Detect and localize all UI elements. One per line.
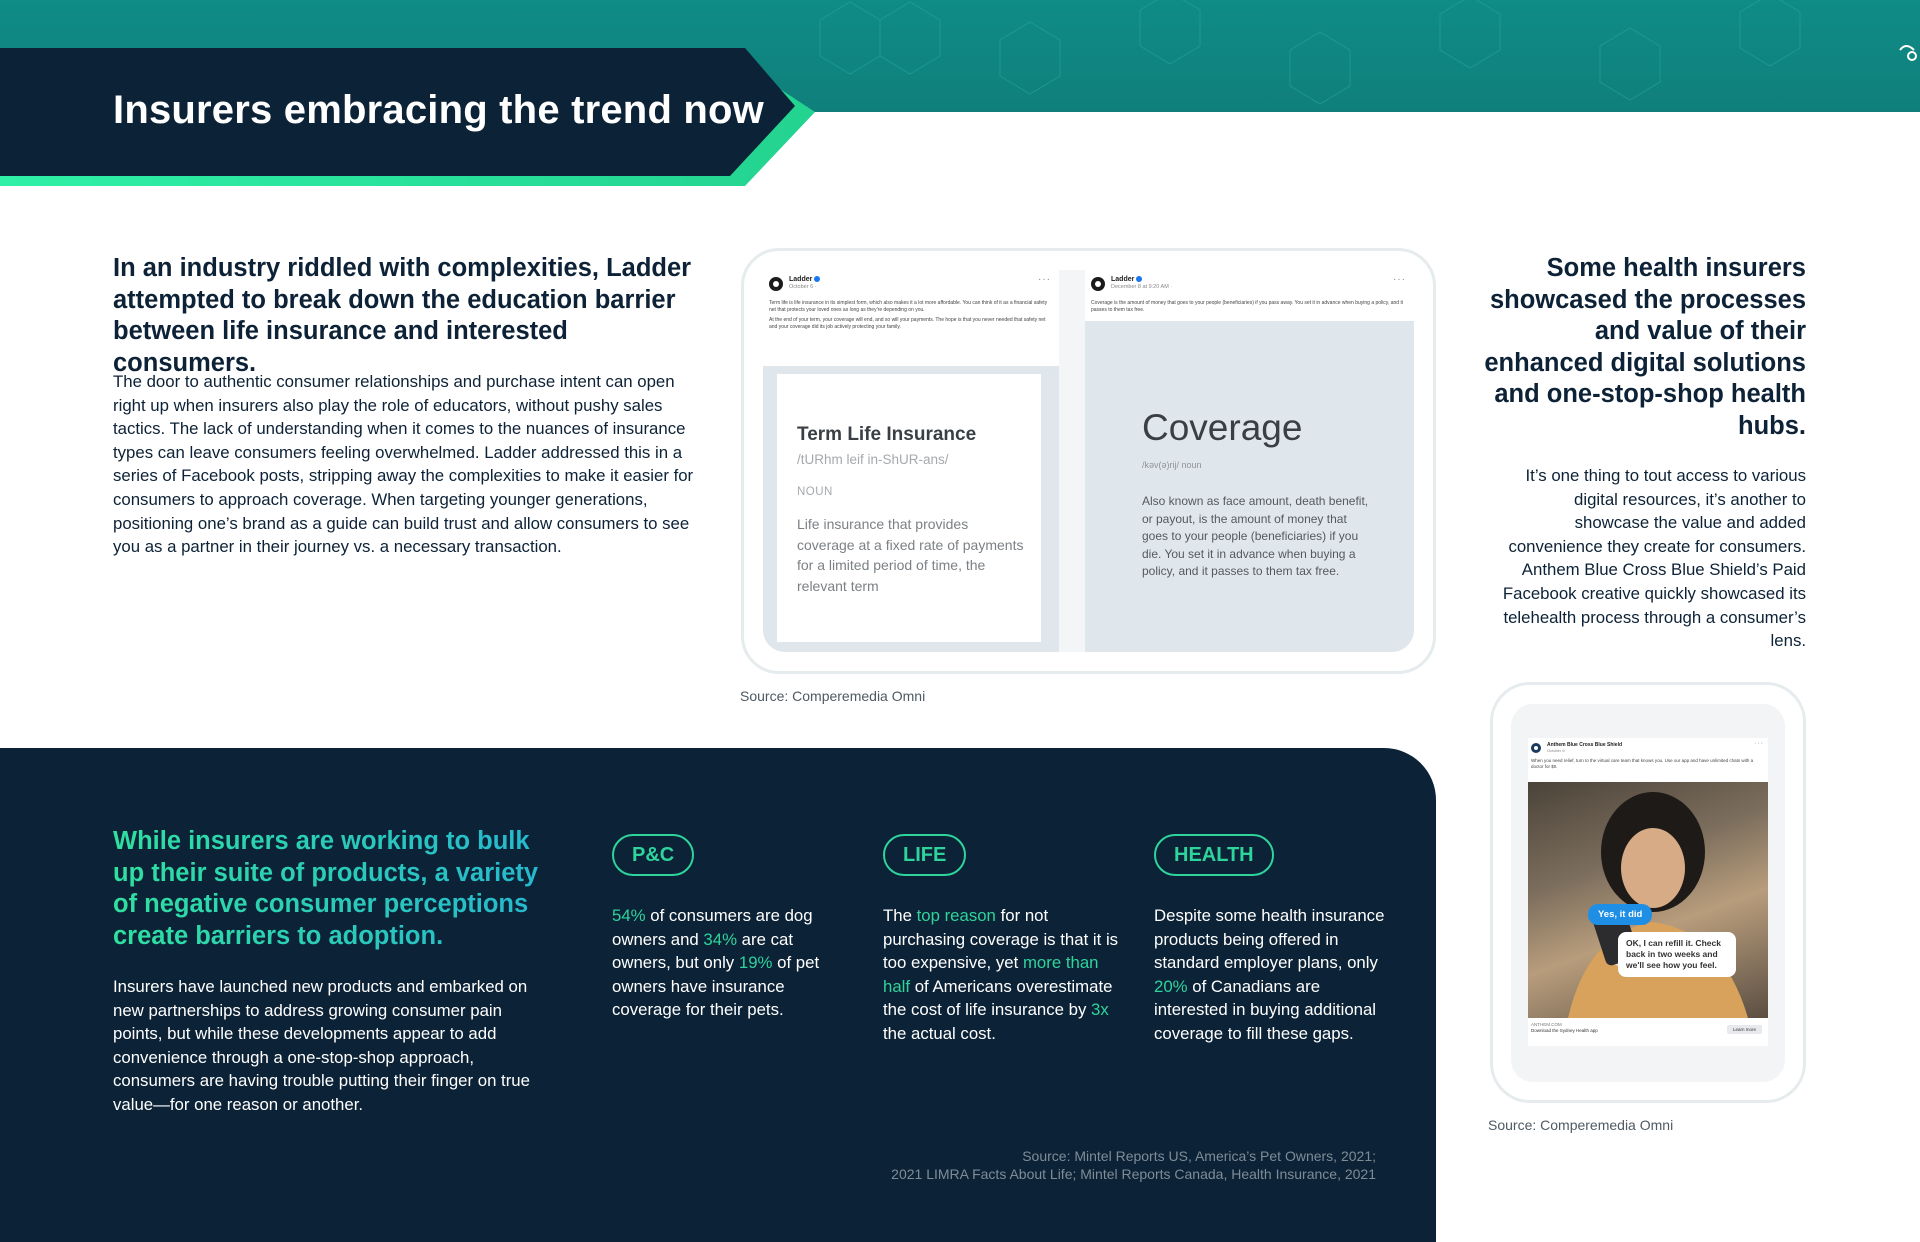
right-heading: Some health insurers showcased the processes and value of their enhanced digital solutions and one-stop-shop health hubs. (1484, 254, 1806, 440)
term-definition-card (777, 374, 1041, 642)
verified-badge-icon (814, 276, 820, 282)
post-footer: ANTHEM.COM Download the Sydney Health app (1531, 1022, 1598, 1033)
learn-more-button: Learn more (1727, 1025, 1762, 1034)
coverage-definition: Also known as face amount, death benefit, or payout, is the amount of money that goes to your people (beneficiaries) if you die. You set it in advance when buying a policy, and it passes to them tax free. (1142, 494, 1369, 578)
perceptions-heading: While insurers are working to bulk up their suite of products, a variety of negative consumer perceptions create barriers to adoption. (113, 826, 553, 952)
right-body: It’s one thing to tout access to various digital resources, it’s another to showcase the value and added convenience they create for consumers. Anthem Blue Cross Blue Shield’s Paid Facebook creative quickly showcased its telehealth process through a consumer’s lens. (1502, 466, 1806, 651)
post-header (1531, 742, 1622, 753)
page-title: Insurers embracing the trend now (113, 88, 764, 132)
ladder-posts-screenshot (763, 270, 1414, 652)
more-options-icon: ··· (1754, 740, 1764, 747)
coverage-definition-card (1085, 321, 1414, 652)
ladder-avatar-icon (1091, 277, 1105, 291)
pc-stat-text: 54% of consumers are dog owners and 34% are cat owners, but only 19% of pet owners have insurance coverage for their pets. (612, 906, 820, 1020)
intro-heading: In an industry riddled with complexities, Ladder attempted to break down the education barrier between life insurance and interested consumers. (113, 254, 692, 377)
post-caption: Coverage is the amount of money that goes to your people (beneficiaries) if you pass away. You set it in advance when buying a policy, and it passes to them tax free. (1091, 300, 1403, 313)
life-stat-text: The top reason for not purchasing coverage is that it is too expensive, yet more than half of Americans overestimate the cost of life insurance by 3x the actual cost. (883, 906, 1119, 1043)
post-date: December 8 at 9:20 AM · (1111, 284, 1173, 290)
post-caption: Term life is life insurance in its simplest form, which also makes it a lot more affordable. You can think of it as a financial safety net that protects your loved ones as long as they’re depending on you. At the end of your term, your coverage will end, and so will your payments. The hope is that you never needed that safety net and your coverage did its job actively protecting your family. (769, 300, 1048, 330)
post-author: Ladder (1111, 276, 1172, 284)
health-label-badge: HEALTH (1154, 834, 1274, 876)
ladder-avatar-icon (769, 277, 783, 291)
post-author: Anthem Blue Cross Blue Shield (1547, 742, 1623, 748)
post-meta (789, 276, 820, 291)
term-part-of-speech: NOUN (797, 486, 833, 498)
post-header (769, 276, 820, 291)
chat-bubble-reply: Yes, it did (1588, 904, 1652, 925)
post-meta (1547, 742, 1622, 753)
brand-logo-icon (1892, 44, 1920, 64)
perceptions-body: Insurers have launched new products and embarked on new partnerships to address growing consumer pain points, but while these developments appear to add convenience through a one-stop-shop approach, consumers are having trouble putting their finger on true value—for one reason or another. (113, 977, 530, 1114)
health-stat-text: Despite some health insurance products being offered in standard employer plans, only 20% of Canadians are interested in buying additional coverage to fill these gaps. (1154, 906, 1385, 1043)
post-date: October 6 · (789, 284, 817, 290)
verified-badge-icon (1136, 276, 1142, 282)
chat-bubble-doctor: OK, I can refill it. Check back in two weeks and we'll see how you feel. (1618, 932, 1736, 977)
life-label-badge: LIFE (883, 834, 966, 876)
facebook-post-anthem (1528, 738, 1768, 1046)
stats-source-note: Source: Mintel Reports US, America’s Pet Owners, 2021; 2021 LIMRA Facts About Life; Mintel Reports Canada, Health Insurance, 2021 (891, 1148, 1376, 1182)
coverage-pronunciation: /kəv(ə)rij/ noun (1142, 460, 1202, 470)
intro-body: The door to authentic consumer relationships and purchase intent can open right up when insurers also play the role of educators, without pushy sales tactics. The lack of understanding when it comes to the nuances of insurance types can leave consumers feeling overwhelmed. Ladder addressed this in a series of Facebook posts, stripping away the complexities to make it easier for consumers to approach coverage. When targeting younger generations, positioning one’s brand as a guide can build trust and allow consumers to see you as a partner in their journey vs. a necessary transaction. (113, 372, 694, 557)
term-pronunciation: /tURhm leif in-ShUR-ans/ (797, 452, 949, 467)
term-definition: Life insurance that provides coverage at a fixed rate of payments for a limited period of time, the relevant term (797, 516, 1024, 594)
coverage-title: Coverage (1142, 407, 1303, 448)
facebook-post-term-life (763, 270, 1059, 652)
anthem-source-note: Source: Comperemedia Omni (1488, 1117, 1674, 1133)
more-options-icon: ··· (1038, 274, 1051, 285)
anthem-avatar-icon (1531, 743, 1541, 753)
facebook-post-coverage (1085, 270, 1414, 652)
post-date: October 6 · (1547, 748, 1568, 753)
telehealth-photo (1528, 782, 1768, 1018)
pc-label-badge: P&C (612, 834, 694, 876)
post-caption: When you need relief, turn to the virtual care team that knows you. Use our app and have unlimited chats with a doctor for $0. (1531, 758, 1754, 769)
post-author: Ladder (789, 276, 820, 284)
post-meta (1111, 276, 1172, 291)
post-header (1091, 276, 1172, 291)
ladder-source-note: Source: Comperemedia Omni (740, 688, 926, 704)
woman-silhouette-icon (1528, 782, 1768, 1018)
anthem-post-screenshot (1511, 704, 1785, 1082)
more-options-icon: ··· (1393, 274, 1406, 285)
term-title: Term Life Insurance (797, 424, 977, 445)
